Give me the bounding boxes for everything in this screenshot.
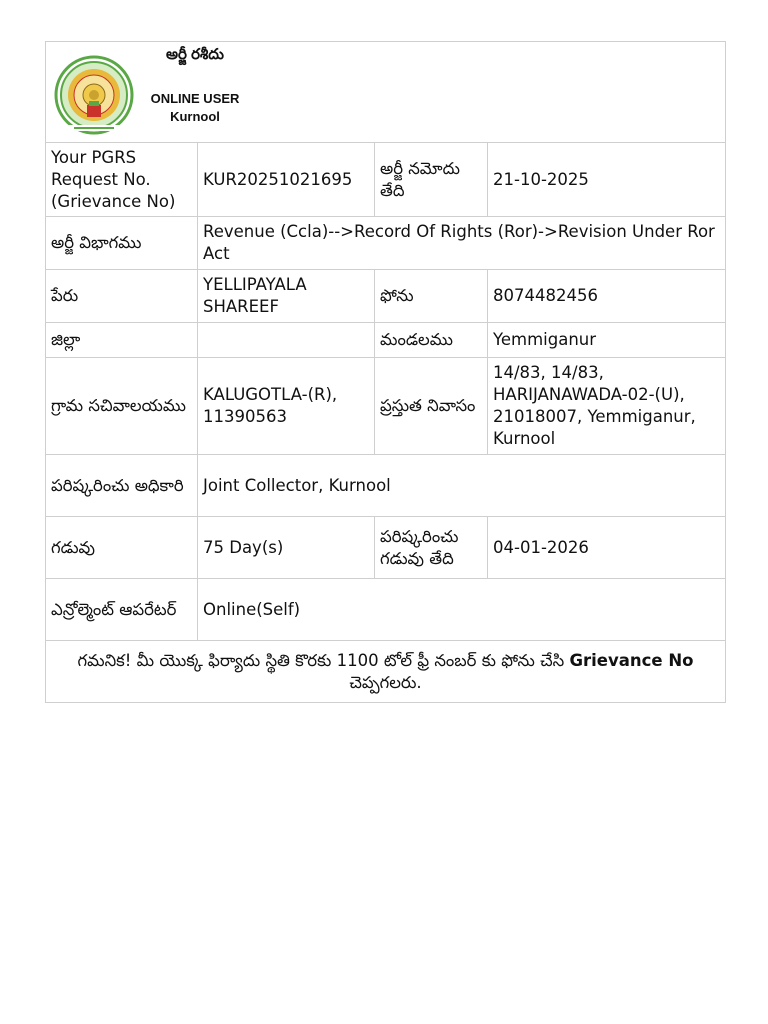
department-row [46,217,726,270]
village-row [46,358,726,455]
department-value: Revenue (Ccla)-->Record Of Rights (Ror)->Revision Under Ror Act [198,217,726,270]
header-cell [46,42,726,143]
deadline-row [46,517,726,579]
mandal-label: మండలము [375,323,488,358]
deadline-value: 75 Day(s) [198,517,375,579]
request-value: KUR20251021695 [198,143,375,217]
government-emblem-icon [54,55,134,137]
note-cell [46,641,726,703]
resolve-date-label: పరిష్కరించు గడువు తేది [375,517,488,579]
enrolment-row [46,579,726,641]
district-value [198,323,375,358]
residence-value: 14/83, 14/83, HARIJANAWADA-02-(U), 21018007, Yemmiganur, Kurnool [488,358,726,455]
district-label: జిల్లా [46,323,198,358]
note-row [46,641,726,703]
name-value: YELLIPAYALA SHAREEF [198,270,375,323]
enrolment-value: Online(Self) [198,579,726,641]
request-label: Your PGRS Request No. (Grievance No) [46,143,198,217]
village-value: KALUGOTLA-(R), 11390563 [198,358,375,455]
name-row [46,270,726,323]
note-text-before: గమనిక! మీ యొక్క ఫిర్యాదు స్థితి కొరకు 1100 టోల్ ఫ్రీ నంబర్ కు ఫోను చేసి [77,650,570,670]
officer-row [46,455,726,517]
mandal-value: Yemmiganur [488,323,726,358]
request-row [46,143,726,217]
resolve-date-value: 04-01-2026 [488,517,726,579]
deadline-label: గడువు [46,517,198,579]
officer-value: Joint Collector, Kurnool [198,455,726,517]
user-type: ONLINE USER [150,91,240,106]
enrolment-label: ఎన్రోల్మెంట్ ఆపరేటర్ [46,579,198,641]
department-label: అర్జీ విభాగము [46,217,198,270]
receipt-title: అర్జీ రశీదు [166,46,224,63]
name-label: పేరు [46,270,198,323]
registration-date-value: 21-10-2025 [488,143,726,217]
note-grievance-no: Grievance No [569,650,694,670]
officer-label: పరిష్కరించు అధికారి [46,455,198,517]
village-label: గ్రామ సచివాలయము [46,358,198,455]
header-row [46,42,726,143]
phone-label: ఫోను [375,270,488,323]
location-row [46,323,726,358]
phone-value: 8074482456 [488,270,726,323]
grievance-receipt-table [45,41,726,703]
note-text-after: చెప్పగలరు. [349,672,422,692]
registration-date-label: అర్జీ నమోదు తేది [375,143,488,217]
residence-label: ప్రస్తుత నివాసం [375,358,488,455]
header-district: Kurnool [170,109,220,124]
